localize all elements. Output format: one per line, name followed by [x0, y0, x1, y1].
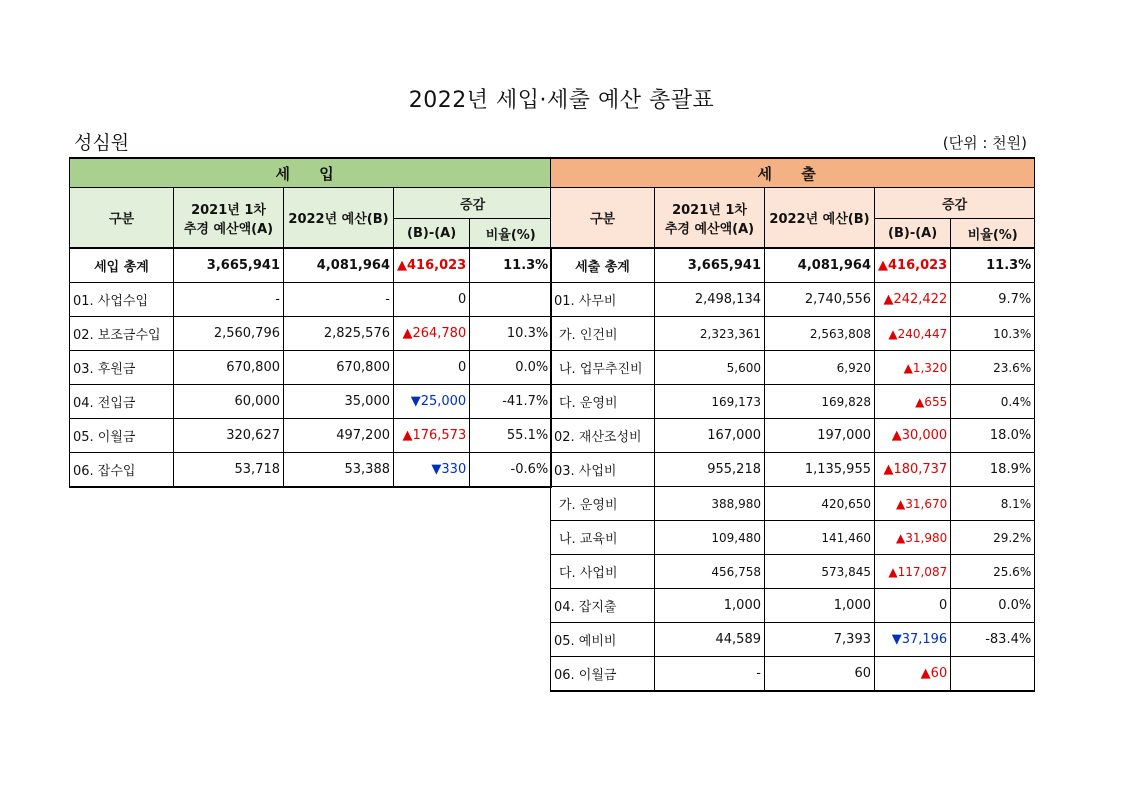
row-diff: ▼330: [394, 453, 470, 488]
row-diff: 0: [875, 589, 951, 623]
table-row: [551, 317, 1035, 351]
header-diff: (B)-(A): [875, 219, 951, 249]
header-category: 구분: [551, 188, 655, 249]
row-ratio: -41.7%: [470, 385, 552, 419]
table-row: [551, 283, 1035, 317]
row-prev: 169,173: [655, 385, 765, 419]
row-diff: ▲416,023: [875, 248, 951, 283]
table-row: [70, 385, 552, 419]
row-curr: 2,740,556: [765, 283, 875, 317]
row-diff: ▲180,737: [875, 453, 951, 487]
row-curr: 420,650: [765, 487, 875, 521]
table-row: [551, 453, 1035, 487]
row-prev: 2,560,796: [174, 317, 284, 351]
row-ratio: 0.0%: [470, 351, 552, 385]
row-prev: 456,758: [655, 555, 765, 589]
row-name: 02. 보조금수입: [70, 317, 174, 351]
row-prev: 388,980: [655, 487, 765, 521]
row-prev: 2,498,134: [655, 283, 765, 317]
row-diff: ▼25,000: [394, 385, 470, 419]
row-diff: ▲31,980: [875, 521, 951, 555]
row-name: 나. 교육비: [551, 521, 655, 555]
row-name: 가. 운영비: [551, 487, 655, 521]
row-prev: 955,218: [655, 453, 765, 487]
row-prev: 3,665,941: [174, 248, 284, 283]
revenue-table: [69, 157, 552, 488]
row-diff: ▲30,000: [875, 419, 951, 453]
row-prev: -: [655, 657, 765, 692]
row-curr: 2,825,576: [284, 317, 394, 351]
row-diff: ▲416,023: [394, 248, 470, 283]
row-ratio: 11.3%: [470, 248, 552, 283]
row-ratio: 0.4%: [951, 385, 1035, 419]
row-diff: ▲1,320: [875, 351, 951, 385]
row-name: 가. 인건비: [551, 317, 655, 351]
table-row: [551, 521, 1035, 555]
row-prev: 320,627: [174, 419, 284, 453]
table-row: [70, 317, 552, 351]
row-diff: ▲31,670: [875, 487, 951, 521]
row-prev: 44,589: [655, 623, 765, 657]
row-curr: 60: [765, 657, 875, 692]
revenue-section-title: 세 입: [70, 158, 552, 188]
row-name: 06. 이월금: [551, 657, 655, 692]
header-ratio: 비율(%): [470, 219, 552, 249]
row-diff: ▲242,422: [875, 283, 951, 317]
row-curr: 169,828: [765, 385, 875, 419]
row-diff: ▲264,780: [394, 317, 470, 351]
header-category: 구분: [70, 188, 174, 249]
header-prev-budget: 2021년 1차 추경 예산액(A): [174, 188, 284, 249]
row-ratio: 10.3%: [951, 317, 1035, 351]
row-ratio: 8.1%: [951, 487, 1035, 521]
organization-name: 성심원: [74, 132, 130, 154]
row-prev: 5,600: [655, 351, 765, 385]
row-ratio: 9.7%: [951, 283, 1035, 317]
row-diff: ▲240,447: [875, 317, 951, 351]
unit-label: (단위 : 천원): [942, 134, 1027, 152]
row-name: 세입 총계: [70, 248, 174, 283]
row-name: 나. 업무추진비: [551, 351, 655, 385]
row-name: 03. 사업비: [551, 453, 655, 487]
row-curr: 670,800: [284, 351, 394, 385]
row-ratio: 11.3%: [951, 248, 1035, 283]
header-prev-budget: 2021년 1차 추경 예산액(A): [655, 188, 765, 249]
row-prev: 2,323,361: [655, 317, 765, 351]
row-diff: 0: [394, 283, 470, 317]
row-name: 05. 이월금: [70, 419, 174, 453]
row-ratio: 10.3%: [470, 317, 552, 351]
row-curr: 141,460: [765, 521, 875, 555]
header-diff: (B)-(A): [394, 219, 470, 249]
row-name: 다. 운영비: [551, 385, 655, 419]
row-ratio: 25.6%: [951, 555, 1035, 589]
row-name: 04. 잡지출: [551, 589, 655, 623]
row-name: 05. 예비비: [551, 623, 655, 657]
row-curr: 7,393: [765, 623, 875, 657]
row-prev: 670,800: [174, 351, 284, 385]
row-curr: 497,200: [284, 419, 394, 453]
row-diff: 0: [394, 351, 470, 385]
page-title: 2022년 세입·세출 예산 총괄표: [408, 88, 715, 113]
row-ratio: [951, 657, 1035, 692]
header-ratio: 비율(%): [951, 219, 1035, 249]
table-row: [70, 351, 552, 385]
row-name: 03. 후원금: [70, 351, 174, 385]
table-row: [551, 487, 1035, 521]
row-curr: 6,920: [765, 351, 875, 385]
row-prev: 60,000: [174, 385, 284, 419]
row-diff: ▼37,196: [875, 623, 951, 657]
expenditure-table: [550, 157, 1035, 692]
header-change: 증감: [394, 188, 552, 219]
table-row: [70, 453, 552, 488]
revenue-total-row: [70, 248, 552, 283]
row-ratio: 18.9%: [951, 453, 1035, 487]
table-row: [551, 351, 1035, 385]
row-ratio: 0.0%: [951, 589, 1035, 623]
row-curr: 2,563,808: [765, 317, 875, 351]
expenditure-section-title: 세 출: [551, 158, 1035, 188]
header-curr-budget: 2022년 예산(B): [284, 188, 394, 249]
row-name: 01. 사업수입: [70, 283, 174, 317]
row-diff: ▲176,573: [394, 419, 470, 453]
row-curr: 35,000: [284, 385, 394, 419]
row-ratio: -83.4%: [951, 623, 1035, 657]
row-curr: 1,135,955: [765, 453, 875, 487]
row-prev: 53,718: [174, 453, 284, 488]
row-curr: 197,000: [765, 419, 875, 453]
header-change: 증감: [875, 188, 1035, 219]
row-name: 04. 전입금: [70, 385, 174, 419]
row-name: 다. 사업비: [551, 555, 655, 589]
row-ratio: 18.0%: [951, 419, 1035, 453]
row-name: 06. 잡수입: [70, 453, 174, 488]
table-row: [551, 623, 1035, 657]
table-row: [551, 419, 1035, 453]
row-ratio: 23.6%: [951, 351, 1035, 385]
row-name: 02. 재산조성비: [551, 419, 655, 453]
table-row: [551, 589, 1035, 623]
row-ratio: 55.1%: [470, 419, 552, 453]
row-curr: 4,081,964: [765, 248, 875, 283]
table-row: [551, 657, 1035, 692]
row-curr: 573,845: [765, 555, 875, 589]
table-row: [551, 385, 1035, 419]
row-curr: 53,388: [284, 453, 394, 488]
row-curr: 4,081,964: [284, 248, 394, 283]
table-row: [70, 419, 552, 453]
row-prev: 3,665,941: [655, 248, 765, 283]
row-diff: ▲117,087: [875, 555, 951, 589]
row-diff: ▲60: [875, 657, 951, 692]
table-row: [551, 555, 1035, 589]
row-name: 세출 총계: [551, 248, 655, 283]
row-name: 01. 사무비: [551, 283, 655, 317]
row-prev: -: [174, 283, 284, 317]
table-row: [70, 283, 552, 317]
row-diff: ▲655: [875, 385, 951, 419]
row-ratio: 29.2%: [951, 521, 1035, 555]
header-curr-budget: 2022년 예산(B): [765, 188, 875, 249]
row-curr: -: [284, 283, 394, 317]
row-ratio: [470, 283, 552, 317]
row-prev: 109,480: [655, 521, 765, 555]
row-curr: 1,000: [765, 589, 875, 623]
row-ratio: -0.6%: [470, 453, 552, 488]
row-prev: 167,000: [655, 419, 765, 453]
expenditure-total-row: [551, 248, 1035, 283]
row-prev: 1,000: [655, 589, 765, 623]
